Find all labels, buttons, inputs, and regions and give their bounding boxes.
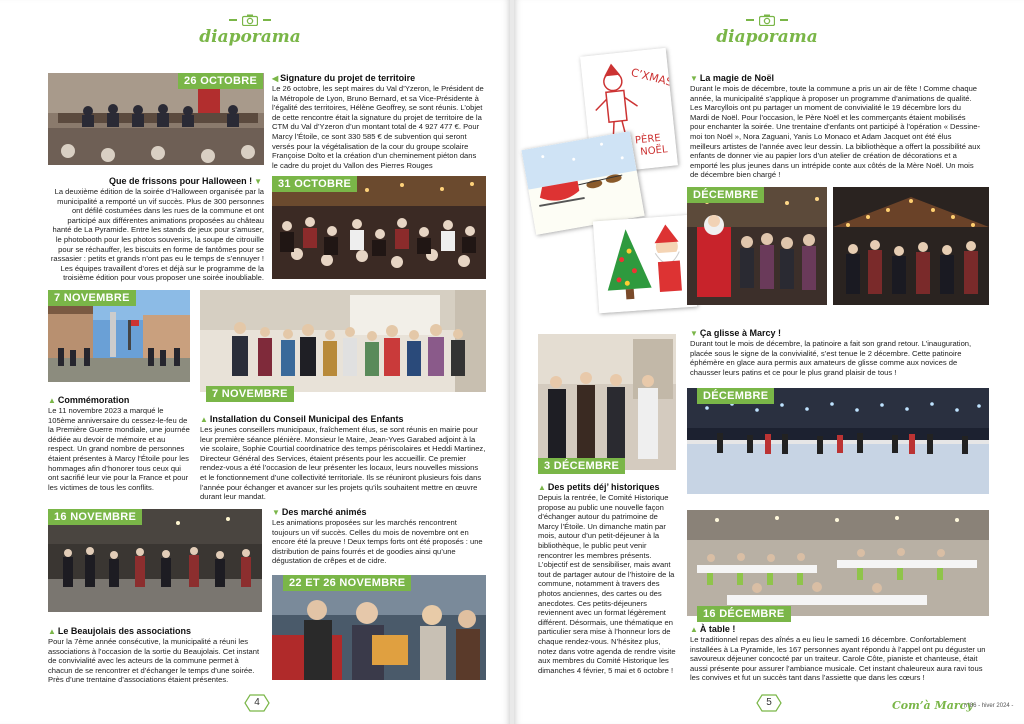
triangle-up-icon: ▲ [690, 625, 698, 634]
date-tag: 7 NOVEMBRE [206, 386, 294, 402]
article-title: Que de frissons pour Halloween ! ▼ [109, 176, 262, 186]
article-title: ▲ Commémoration [48, 395, 130, 405]
photo-repas-aines [687, 510, 989, 616]
drawing-label: PÈRE [634, 132, 662, 147]
article-text: Pour la 7ème année consécutive, la municipalité a réuni les associations à l’occasion de la sortie du Beaujolais. Cet instant de convivialité avec les acteurs de la commune permet à chacun de se rencontrer et d’échanger le temps d’une soirée. Près d’une trentaine d’associations étaient présentes. [48, 637, 260, 685]
date-tag: DÉCEMBRE [697, 388, 774, 404]
article-title: ◀ Signature du projet de territoire [272, 73, 416, 83]
date-tag: DÉCEMBRE [687, 187, 764, 203]
article-title: ▼ Ça glisse à Marcy ! [690, 328, 781, 338]
date-tag: 16 DÉCEMBRE [697, 606, 791, 622]
drawing-label: NOËL [639, 144, 669, 159]
article-text: Le traditionnel repas des aînés a eu lieu le samedi 16 décembre. Confortablement installées à La Pyramide, les 167 personnes ayant répondu à l’appel ont pu déguster un savoureux déjeuner concocté par un traiteur. Carole Côte, pianiste et chanteuse, était aussi présente pour assurer l’ambiance musicale. Cet instant chaleureux aura ravi tous les convives et fut un succès tant dans l’assiette que dans les cœurs ! [690, 635, 986, 683]
photo-pere-noel [687, 187, 827, 305]
article-text: Le 26 octobre, les sept maires du Val d’Yzeron, le Président de la Métropole de Lyon, Bruno Bernard, et sa Vice-Présidente à l’égalité des territoires, Hélène Geoffrey, se sont réunis. L’objet de cette rencontre était la signature du projet de territoire de la CTM du Val d’Yzeron d’un montant total de 4 927 477 €. Pour Marcy l’Étoile, ce sont 330 585 € de subvention qui seront versés pour la végétalisation de la cour du groupe scolaire Françoise Dolto et la création d’un cheminement piéton dans le cadre du projet du Vallon des Pierres Rouges [272, 84, 484, 170]
article-magie-noel [690, 73, 982, 180]
article-signature [272, 73, 484, 170]
triangle-up-icon: ▲ [538, 483, 546, 492]
article-title: ▲ À table ! [690, 624, 736, 634]
photo-market-night [833, 187, 989, 305]
article-a-table [690, 624, 986, 683]
section-title: diaporama [199, 27, 301, 47]
section-title: diaporama [716, 27, 818, 47]
photo-conseil-enfants [200, 290, 486, 392]
section-header-left [190, 14, 310, 47]
article-halloween [48, 176, 264, 283]
triangle-down-icon: ▼ [690, 329, 698, 338]
article-title: ▲ Installation du Conseil Municipal des Enfants [200, 414, 404, 424]
article-text: Les jeunes conseillers municipaux, fraîchement élus, se sont réunis en mairie pour leur première séance plénière. Monsieur le Maire, Jean-Yves Garabed adjoint à la vie scolaire, Sophie Courtial coordinatrice des temps périscolaires et Heddi Martinez, Directeur Général des Services, étaient présents pour les accueillir. Ce premier rendez-vous a été l’occasion de leur présenter les locaux, leurs nouvelles missions et le fonctionnement d’une collectivité territoriale. Ils se réuniront plusieurs fois dans l’année pour échanger et avancer sur les projets qu’ils souhaitent mettre en œuvre durant leur mandat. [200, 425, 486, 502]
article-title: ▲ Le Beaujolais des associations [48, 626, 191, 636]
triangle-down-icon: ▼ [254, 177, 262, 186]
article-glisse [690, 328, 986, 377]
issue-info: n°86 - hiver 2024 - [964, 703, 1014, 709]
article-conseil [200, 414, 486, 502]
magazine-logo: Com’à Marcy [892, 699, 973, 712]
triangle-up-icon: ▲ [200, 415, 208, 424]
date-tag: 22 ET 26 NOVEMBRE [283, 575, 411, 591]
date-tag: 26 OCTOBRE [178, 73, 263, 89]
section-header-right [707, 14, 827, 47]
article-text: La deuxième édition de la soirée d’Halloween organisée par la municipalité a remporté un vif succès. Plus de 300 personnes ont défilé costumées dans les rues de la commune et ont participé aux différentes animations proposées au château hanté de La Pyramide. Entre les stands de jeux pour s’amuser, le photobooth pour les photos souvenirs, la soupe de citrouille pour se réchauffer, les biscuits en forme de fantômes pour se rassasier : petits et grands n’ont pas eu le temps de s’ennuyer ! Les équipes travaillent d’ores et déjà sur le programme de la troisième édition pour vous proposer une soirée inoubliable. [50, 187, 264, 283]
triangle-down-icon: ▼ [690, 74, 698, 83]
article-marche [272, 507, 484, 566]
article-text: Depuis la rentrée, le Comité Historique propose au public une nouvelle façon d’échanger autour du patrimoine de Marcy l’Étoile. Un dimanche matin par mois, autour d’un petit-déjeuner à la bibliothèque, le public peut venir rencontrer les membres présents. L’objectif est de sensibiliser, mais avant tout de partager autour de l’histoire de la commune, notamment à travers des photos anciennes, des cartes ou des anecdotes. Ces petits-déjeuners reviennent avec un format légèrement différent. Désormais, une thématique en particulier sera mise à l’honneur lors de chaque rendez-vous. N’hésitez plus, notez dans votre agenda de rendre visite aux membres du Comité Historique les dimanches 4 février, 5 mai et 6 octobre ! [538, 493, 676, 675]
article-petits-dej [538, 482, 678, 675]
article-title: ▼ La magie de Noël [690, 73, 774, 83]
page-number: 5 [756, 694, 782, 712]
article-text: Durant tout le mois de décembre, la patinoire a fait son grand retour. L’inauguration, placée sous le signe de la convivialité, s’est tenue le 2 décembre. Cette patinoire éphémère en glace aura permis aux amateurs de glisse comme aux novices de chausser leurs patins et ce pour le plus grand plaisir de tous ! [690, 339, 972, 377]
triangle-up-icon: ▲ [48, 396, 56, 405]
triangle-down-icon: ▼ [272, 508, 280, 517]
article-text: Les animations proposées sur les marchés rencontrent toujours un vif succès. Celles du mois de novembre ont en encore été la preuve ! Deux temps forts ont été proposés : une distribution de pains fourrés et de goodies ainsi qu’une dégustation de crêpes et de cidre. [272, 518, 483, 566]
article-text: Durant le mois de décembre, toute la commune a pris un air de fête ! Comme chaque année, la municipalité s’applique à proposer un programme d’animations de qualité. Les Marcyllois ont pu partager un moment de convivialité le 19 décembre lors du Mardi de Noël. Pour l’occasion, le Père Noël et les commerçants étaient mobilisés pour enchanter la soirée. Une trentaine d’enfants ont participé à l’opération « Dessine-moi ton Noël », Nora Zaguani, Yanis Lo Monaco et Adam Jacquet ont été élus meilleurs artistes de l’année avec leur dessin. La bibliothèque a offert la possibilité aux enfants de donner vie au papier lors d’un atelier de création de décorations et a emporté les plus jeunes dans un intrépide conte aux côtés de la Mère Noël. Un mois de décembre bien chargé ! [690, 84, 981, 180]
photo-comite-historique [538, 334, 676, 470]
triangle-left-icon: ◀ [272, 74, 279, 83]
page-right [514, 0, 1024, 724]
camera-icon [242, 14, 258, 26]
date-tag: 16 NOVEMBRE [48, 509, 142, 525]
date-tag: 3 DÉCEMBRE [538, 458, 625, 474]
drawing-label: C’XMAS [629, 65, 675, 89]
triangle-up-icon: ▲ [48, 627, 56, 636]
date-tag: 7 NOVEMBRE [48, 290, 136, 306]
page-left [0, 0, 510, 724]
page-number: 4 [244, 694, 270, 712]
article-title: ▲ Des petits déj’ historiques [538, 482, 660, 492]
article-title: ▼ Des marché animés [272, 507, 367, 517]
date-tag: 31 OCTOBRE [272, 176, 357, 192]
article-commemoration [48, 395, 192, 492]
article-text: Le 11 novembre 2023 a marqué le 105ème anniversaire du cessez-le-feu de la Première Guerre mondiale, une journée dédiée au devoir de mémoire et au respect. Un grand nombre de personnes étaient présentes à Marcy l’Étoile pour les hommages afin d’honorer tous ceux qui ont sacrifié leur vie pour la France et pour les victimes de tous les conflits. [48, 406, 190, 492]
article-beaujolais [48, 626, 264, 685]
drawing-tree [593, 215, 697, 314]
camera-icon [759, 14, 775, 26]
